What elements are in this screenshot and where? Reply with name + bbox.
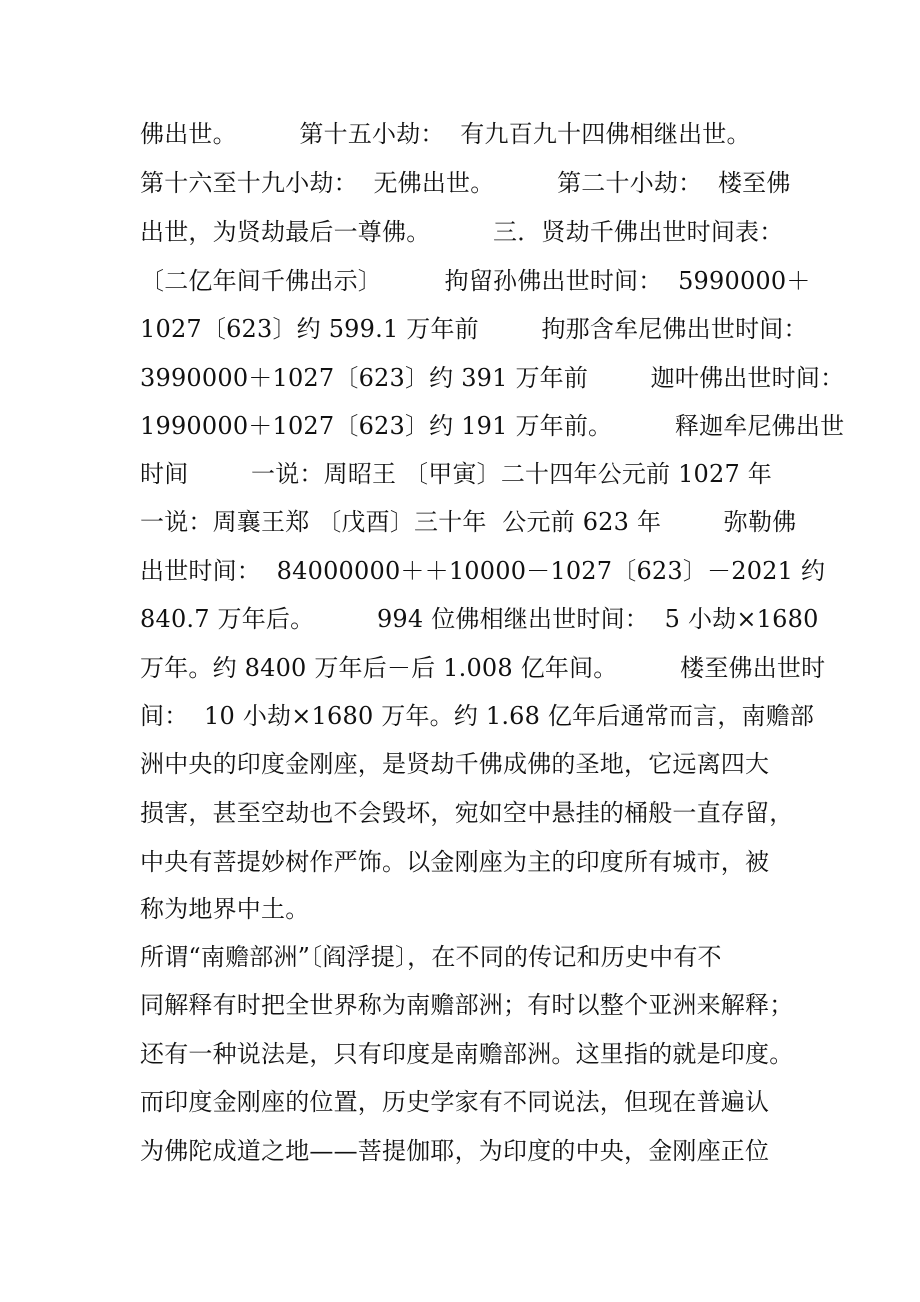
text-line: 间： 10 小劫×1680 万年。约 1.68 亿年后通常而言，南赡部 [140,702,815,730]
text-line: 为佛陀成道之地——菩提伽耶，为印度的中央，金刚座正位 [140,1137,770,1165]
text-line: 万年。约 8400 万年后－后 1.008 亿年间。 楼至佛出世时 [140,654,826,682]
text-line: 1027〔623〕约 599.1 万年前 拘那含牟尼佛出世时间： [140,315,808,343]
text-line: 1990000＋1027〔623〕约 191 万年前。 释迦牟尼佛出世 [140,412,845,440]
text-line: 洲中央的印度金刚座，是贤劫千佛成佛的圣地，它远离四大 [140,750,770,778]
text-line: 而印度金刚座的位置，历史学家有不同说法，但现在普遍认 [140,1088,770,1116]
text-line: 3990000＋1027〔623〕约 391 万年前 迦叶佛出世时间： [140,364,845,392]
text-line: 出世，为贤劫最后一尊佛。 三．贤劫千佛出世时间表： [140,218,784,246]
text-line: 第十六至十九小劫： 无佛出世。 第二十小劫： 楼至佛 [140,169,791,197]
text-line: 所谓“南赡部洲”〔阎浮提〕，在不同的传记和历史中有不 [140,943,722,971]
text-line: 一说：周襄王郑 〔戊酉〕三十年 公元前 623 年 弥勒佛 [140,508,797,536]
text-line: 佛出世。 第十五小劫： 有九百九十四佛相继出世。 [140,120,751,148]
text-line: 称为地界中土。 [140,895,310,923]
text-line: 出世时间： 84000000＋＋10000－1027〔623〕－2021 约 [140,557,826,585]
text-line: 还有一种说法是，只有印度是南赡部洲。这里指的就是印度。 [140,1040,794,1068]
text-line: 840.7 万年后。 994 位佛相继出世时间： 5 小劫×1680 [140,605,819,633]
text-line: 损害，甚至空劫也不会毁坏，宛如空中悬挂的桶般一直存留， [140,799,794,827]
text-line: 时间 一说：周昭王 〔甲寅〕二十四年公元前 1027 年 [140,460,772,488]
text-line: 〔二亿年间千佛出示〕 拘留孙佛出世时间： 5990000＋ [140,267,811,295]
text-line: 同解释有时把全世界称为南赡部洲；有时以整个亚洲来解释； [140,991,794,1019]
text-line: 中央有菩提妙树作严饰。以金刚座为主的印度所有城市，被 [140,848,770,876]
